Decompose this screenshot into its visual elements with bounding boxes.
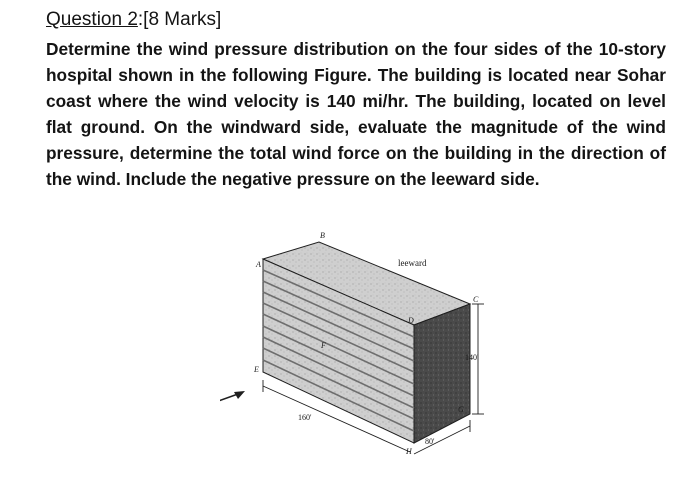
length-dimension-label: 160': [298, 413, 312, 422]
question-marks: :[8 Marks]: [137, 9, 222, 30]
label-e: E: [254, 365, 259, 374]
label-a: A: [256, 260, 261, 269]
height-dimension-label: 140': [465, 353, 479, 362]
building-side-face: [414, 304, 470, 443]
label-c: C: [473, 295, 479, 304]
width-dimension-label: 80': [425, 437, 435, 446]
label-b: B: [320, 231, 325, 240]
question-header: [46, 8, 221, 32]
leeward-label: leeward: [398, 258, 427, 268]
building-figure: [220, 222, 520, 472]
wind-arrow: [220, 391, 245, 404]
label-f: F: [321, 341, 326, 350]
question-text: Determine the wind pressure distribution on the four sides of the 10-story hospital shown in the following Figure. The building is located near Sohar coast where the wind velocity is 140 mi/hr. The building, located on level flat ground. On the windward side, evaluate the magnitude of the wind pressure, determine the total wind force on the building in the direction of the wind. Include the negative pressure on the leeward side.: [46, 39, 666, 189]
label-h: H: [406, 447, 412, 456]
label-d: D: [408, 316, 414, 325]
question-number: Question 2: [46, 9, 138, 30]
label-g: G: [458, 405, 464, 414]
